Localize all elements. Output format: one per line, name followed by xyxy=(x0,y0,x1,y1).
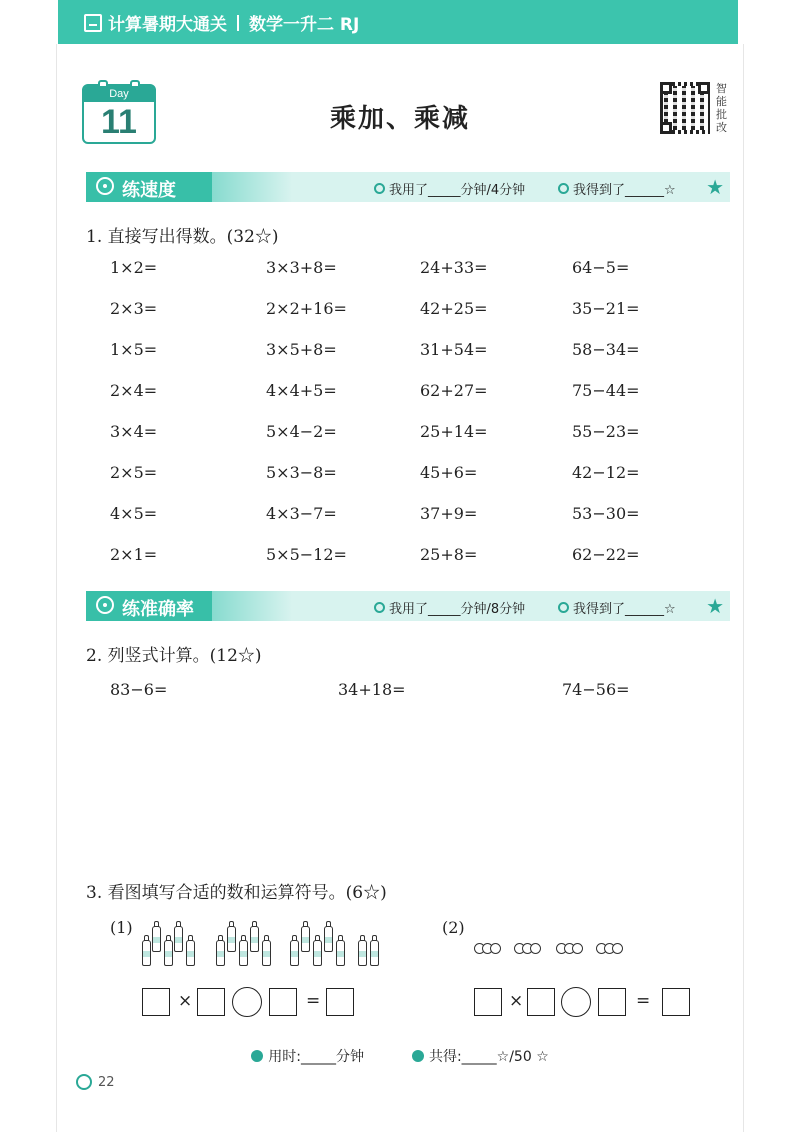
answer-box[interactable] xyxy=(197,988,225,1016)
answer-box[interactable] xyxy=(269,988,297,1016)
bottle-icon xyxy=(262,940,271,966)
bottle-icon xyxy=(301,926,310,952)
operator-circle[interactable] xyxy=(561,987,591,1017)
calc-item: 4×3−7= xyxy=(266,504,337,523)
bottle-icon xyxy=(290,940,299,966)
clock-icon xyxy=(251,1050,263,1062)
calc-item: 62−22= xyxy=(572,545,640,564)
vertical-calc-item: 34+18= xyxy=(338,680,406,699)
bottle-icon xyxy=(174,926,183,952)
operator-circle[interactable] xyxy=(232,987,262,1017)
page-number: 22 xyxy=(76,1074,115,1090)
page-title: 乘加、乘减 xyxy=(329,104,470,134)
bottle-icon xyxy=(336,940,345,966)
calc-item: 62+27= xyxy=(420,381,488,400)
vertical-calc-item: 83−6= xyxy=(110,680,168,699)
section-accuracy-score: 我得到了______☆ xyxy=(558,598,676,617)
timer-icon xyxy=(374,602,385,613)
section-accuracy-title: 练准确率 xyxy=(122,599,194,620)
bottle-icon xyxy=(186,940,195,966)
star-icon: ★ xyxy=(706,175,724,199)
calc-item: 5×5−12= xyxy=(266,545,347,564)
bottle-icon xyxy=(358,940,367,966)
cherry-icon xyxy=(556,918,582,954)
calc-item: 31+54= xyxy=(420,340,488,359)
footer-total: 共得:_____☆/50 ☆ xyxy=(412,1046,549,1066)
bottle-icon xyxy=(152,926,161,952)
calc-item: 55−23= xyxy=(572,422,640,441)
bottle-icon xyxy=(324,926,333,952)
equals-sign: = xyxy=(306,991,321,1011)
answer-box[interactable] xyxy=(474,988,502,1016)
calc-item: 35−21= xyxy=(572,299,640,318)
bottle-icon xyxy=(370,940,379,966)
calc-item: 3×4= xyxy=(110,422,158,441)
calc-item: 4×4+5= xyxy=(266,381,337,400)
vertical-calc-item: 74−56= xyxy=(562,680,630,699)
day-number: 11 xyxy=(101,103,137,141)
answer-box[interactable] xyxy=(527,988,555,1016)
calc-item: 42+25= xyxy=(420,299,488,318)
stopwatch-icon xyxy=(96,177,114,195)
calc-item: 3×3+8= xyxy=(266,258,337,277)
header-divider xyxy=(237,15,239,31)
answer-box[interactable] xyxy=(142,988,170,1016)
calc-item: 45+6= xyxy=(420,463,478,482)
calc-item: 64−5= xyxy=(572,258,630,277)
question-2-heading: 2. 列竖式计算。(12☆) xyxy=(86,646,262,666)
section-speed-title: 练速度 xyxy=(122,180,176,201)
sun-icon xyxy=(76,1074,92,1090)
calc-item: 1×2= xyxy=(110,258,158,277)
question-1-heading: 1. 直接写出得数。(32☆) xyxy=(86,227,279,247)
section-accuracy-bar xyxy=(86,591,730,621)
target-icon xyxy=(96,596,114,614)
bottle-icon xyxy=(227,926,236,952)
header-subject: 数学一升二 RJ xyxy=(249,15,360,35)
calc-item: 2×5= xyxy=(110,463,158,482)
calc-item: 2×3= xyxy=(110,299,158,318)
answer-box[interactable] xyxy=(326,988,354,1016)
calc-item: 3×5+8= xyxy=(266,340,337,359)
bottle-icon xyxy=(216,940,225,966)
calc-item: 37+9= xyxy=(420,504,478,523)
header-series: 计算暑期大通关 xyxy=(108,15,227,35)
calc-item: 53−30= xyxy=(572,504,640,523)
star-icon: ★ xyxy=(706,594,724,618)
book-icon xyxy=(84,14,102,32)
section-speed-bar xyxy=(86,172,730,202)
bottle-icon xyxy=(239,940,248,966)
check-icon xyxy=(558,602,569,613)
calc-item: 2×2+16= xyxy=(266,299,347,318)
calc-item: 4×5= xyxy=(110,504,158,523)
calc-item: 5×3−8= xyxy=(266,463,337,482)
cherry-icon xyxy=(514,918,540,954)
qr-caption: 智能批改 xyxy=(716,82,727,134)
calc-item: 75−44= xyxy=(572,381,640,400)
day-label: Day xyxy=(84,86,154,102)
part-2-label: (2) xyxy=(442,918,465,937)
answer-box[interactable] xyxy=(598,988,626,1016)
equals-sign: = xyxy=(636,991,651,1011)
footer xyxy=(0,1046,800,1066)
qr-code-icon[interactable] xyxy=(660,82,710,134)
star-icon xyxy=(412,1050,424,1062)
cherry-icon xyxy=(596,918,622,954)
calc-item: 25+14= xyxy=(420,422,488,441)
bottle-icon xyxy=(142,940,151,966)
bottle-icon xyxy=(164,940,173,966)
check-icon xyxy=(558,183,569,194)
header-label xyxy=(84,10,359,35)
calc-item: 42−12= xyxy=(572,463,640,482)
calc-item: 1×5= xyxy=(110,340,158,359)
page-edge xyxy=(56,44,744,1132)
calc-item: 25+8= xyxy=(420,545,478,564)
calc-item: 5×4−2= xyxy=(266,422,337,441)
bottle-icon xyxy=(250,926,259,952)
calc-item: 2×1= xyxy=(110,545,158,564)
question-3-heading: 3. 看图填写合适的数和运算符号。(6☆) xyxy=(86,883,387,903)
answer-box[interactable] xyxy=(662,988,690,1016)
section-speed-time: 我用了_____分钟/4分钟 xyxy=(374,179,525,198)
calc-item: 24+33= xyxy=(420,258,488,277)
calc-item: 2×4= xyxy=(110,381,158,400)
section-speed-score: 我得到了______☆ xyxy=(558,179,676,198)
times-sign: × xyxy=(509,991,524,1011)
section-accuracy-time: 我用了_____分钟/8分钟 xyxy=(374,598,525,617)
part-1-label: (1) xyxy=(110,918,133,937)
footer-time: 用时:_____分钟 xyxy=(251,1046,364,1066)
times-sign: × xyxy=(178,991,193,1011)
calc-item: 58−34= xyxy=(572,340,640,359)
bottle-icon xyxy=(313,940,322,966)
cherry-icon xyxy=(474,918,500,954)
timer-icon xyxy=(374,183,385,194)
